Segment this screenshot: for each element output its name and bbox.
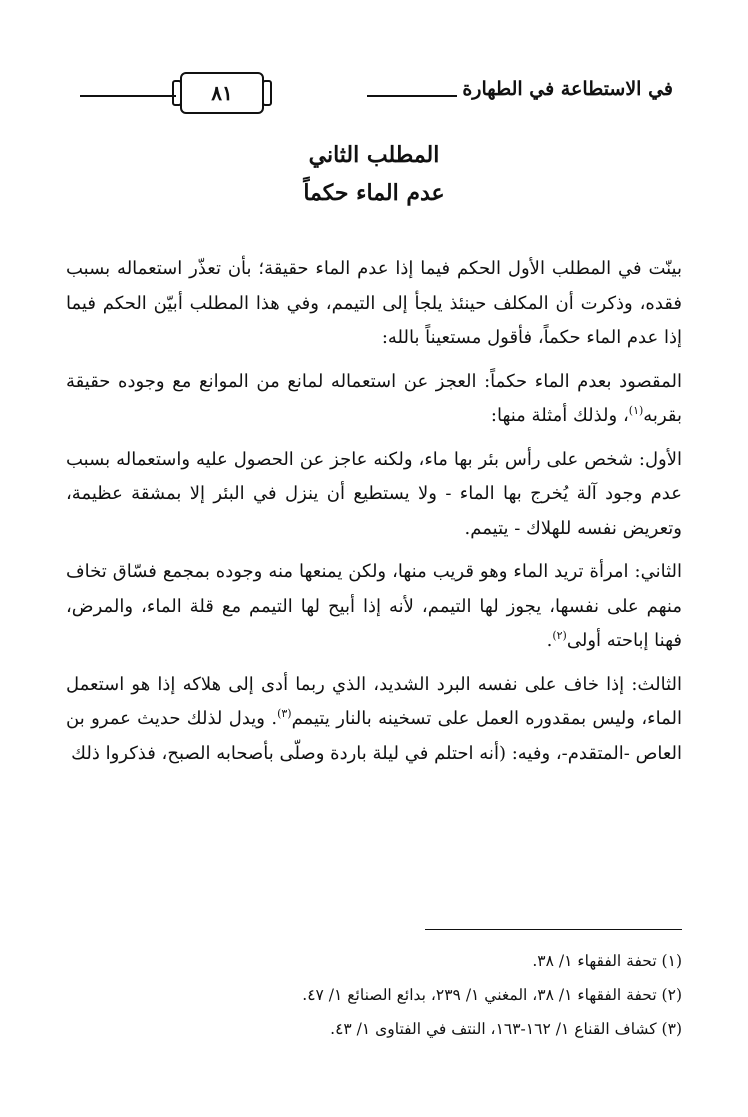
paragraph-intro: بينّت في المطلب الأول الحكم فيما إذا عدم الماء حقيقة؛ بأن تعذّر استعماله بسبب فقده، وذكرت أن المكلف حينئذ يلجأ إلى التيمم، وفي هذا المطلب أبيّن الحكم فيما إذا عدم الماء حكماً، فأقول مستعيناً بالله: <box>66 258 682 348</box>
section-subtitle: عدم الماء حكماً <box>303 180 445 206</box>
paragraph-evidence: ويدل لذلك حديث عمرو بن العاص -المتقدم-، وفيه: (أنه احتلم في ليلة باردة وصلّى بأصحابه الصبح، فذكروا ذلك <box>66 708 682 764</box>
paragraph-example-3 <box>66 668 682 772</box>
page-number-badge <box>180 72 264 114</box>
page-number: ٨١ <box>211 81 233 105</box>
paragraph-example-3-text: الثالث: إذا خاف على نفسه البرد الشديد، الذي ربما أدى إلى هلاكه إذا هو استعمل الماء، وليس بمقدوره العمل على تسخينه بالنار يتيمم <box>66 673 682 729</box>
paragraph-definition <box>66 365 682 434</box>
running-title: في الاستطاعة في الطهارة <box>462 78 673 100</box>
paragraph-example-1: الأول: شخص على رأس بئر بها ماء، ولكنه عاجز عن الحصول عليه واستعماله بسبب عدم وجود آلة يُخرج بها الماء - ولا يستطيع أن ينزل في البئر إلا بمشقة عظيمة، وتعريض نفسه للهلاك - يتيمم. <box>66 448 682 539</box>
footnote-ref-2[interactable]: (٢) <box>552 629 567 642</box>
footnote-ref-3[interactable]: (٣) <box>277 707 292 720</box>
footnote-ref-1[interactable]: (١) <box>628 404 644 417</box>
paragraph-example-2-tail: . <box>546 630 553 651</box>
paragraph-definition-tail: ، ولذلك أمثلة منها: <box>490 405 629 426</box>
header-rule-right <box>367 95 457 97</box>
footnote-separator <box>425 929 682 930</box>
section-heading: المطلب الثاني <box>308 142 440 168</box>
body-text <box>66 252 682 780</box>
paragraph-example-2-text: الثاني: امرأة تريد الماء وهو قريب منها، ولكن يمنعها منه وجوده بمجمع فسّاق تخاف منهم على نفسها، يجوز لها التيمم، لأنه إذا أبيح لها التيمم مع قلة الماء، والمرض، فهنا إباحته أولى <box>66 561 682 651</box>
running-header <box>80 70 673 114</box>
header-rule-left <box>80 95 176 97</box>
footnotes <box>66 944 682 1046</box>
paragraph-definition-text: المقصود بعدم الماء حكماً: العجز عن استعماله لمانع من الموانع مع وجوده حقيقة بقربه <box>66 370 682 426</box>
paragraph-example-2 <box>66 555 682 659</box>
footnote-3: (٣) كشاف القناع ١/ ١٦٢-١٦٣، النتف في الفتاوى ١/ ٤٣. <box>330 1020 682 1038</box>
footnote-2: (٢) تحفة الفقهاء ١/ ٣٨، المغني ١/ ٢٣٩، بدائع الصنائع ١/ ٤٧. <box>302 986 682 1004</box>
footnote-1: (١) تحفة الفقهاء ١/ ٣٨. <box>532 952 682 970</box>
paragraph-example-3-tail: . <box>271 708 278 729</box>
